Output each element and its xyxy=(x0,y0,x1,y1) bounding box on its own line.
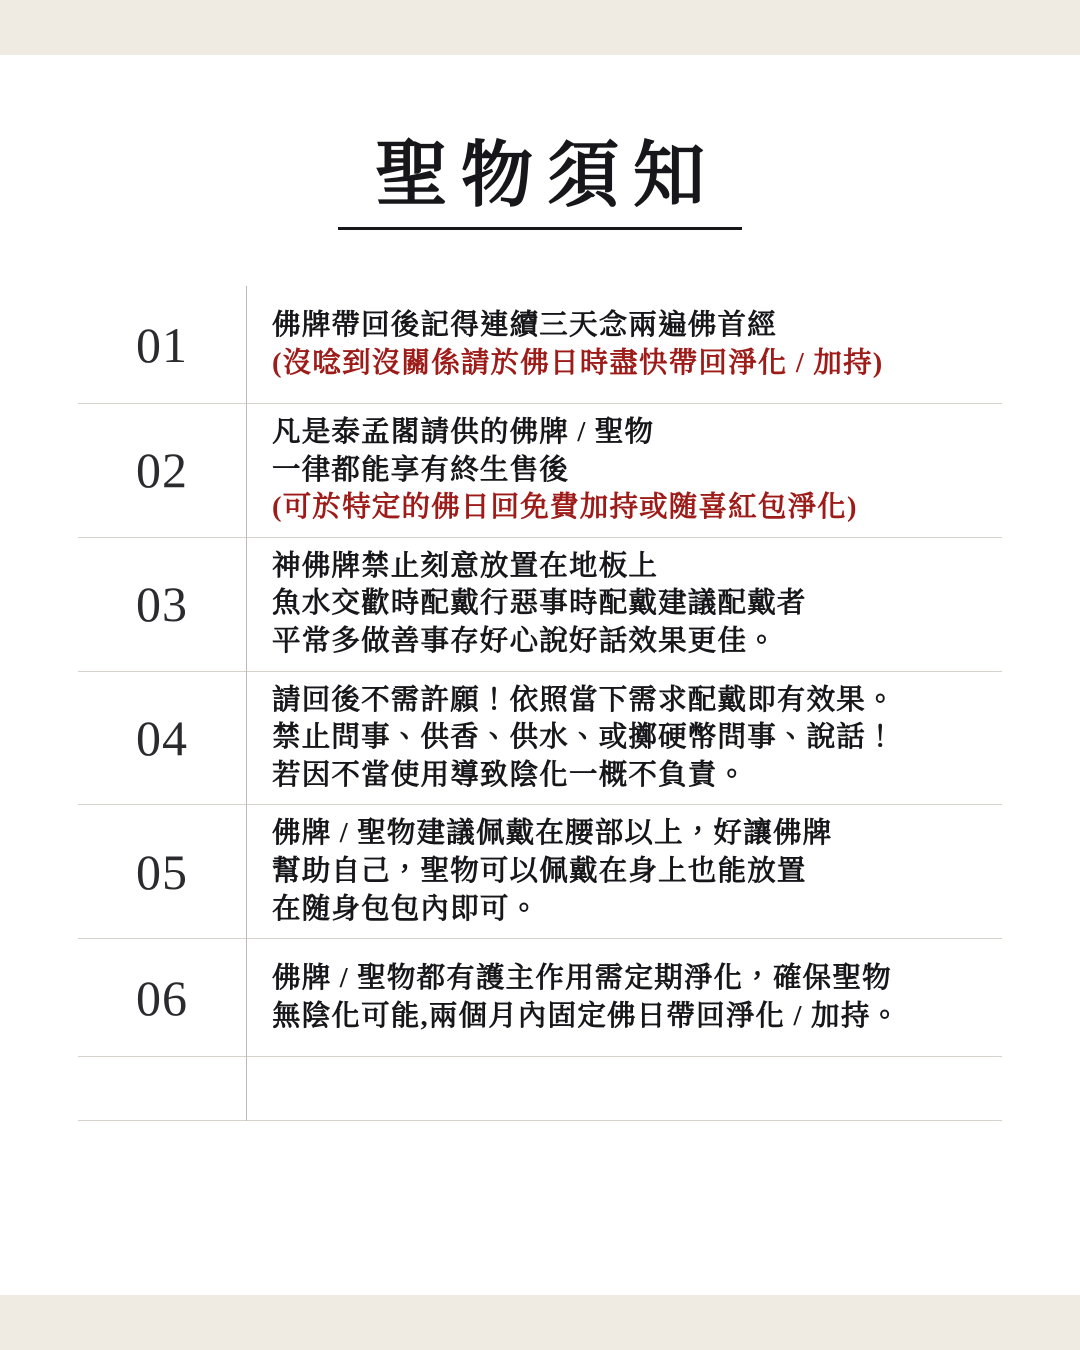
content-sheet xyxy=(0,55,1080,1295)
item-line: 平常多做善事存好心說好話效果更佳。 xyxy=(272,626,777,658)
item-body xyxy=(246,414,1002,527)
bottom-margin-band xyxy=(0,1295,1080,1350)
item-line: 佛牌帶回後記得連續三天念兩遍佛首經 xyxy=(272,309,777,341)
item-line-accent: (沒唸到沒關係請於佛日時盡快帶回淨化 / 加持) xyxy=(272,347,884,379)
item-line: 一律都能享有終生售後 xyxy=(272,454,570,486)
item-line: 無陰化可能,兩個月內固定佛日帶回淨化 / 加持。 xyxy=(272,1000,901,1032)
item-line-accent: (可於特定的佛日回免費加持或随喜紅包淨化) xyxy=(272,492,858,524)
item-body xyxy=(246,815,1002,928)
list-item xyxy=(78,404,1002,538)
item-line: 請回後不需許願！依照當下需求配戴即有效果。 xyxy=(272,684,896,716)
title-underline xyxy=(338,227,742,230)
item-line: 魚水交歡時配戴行惡事時配戴建議配戴者 xyxy=(272,588,807,620)
item-number: 03 xyxy=(136,576,188,633)
item-line: 佛牌 / 聖物都有護主作用需定期淨化，確保聖物 xyxy=(272,963,892,995)
item-line: 幫助自己，聖物可以佩戴在身上也能放置 xyxy=(272,856,807,888)
item-line: 神佛牌禁止刻意放置在地板上 xyxy=(272,550,659,582)
top-margin-band xyxy=(0,0,1080,55)
item-body xyxy=(246,307,1002,382)
item-line: 佛牌 / 聖物建議佩戴在腰部以上，好讓佛牌 xyxy=(272,818,833,850)
item-number: 04 xyxy=(136,710,188,767)
page-title: 聖物須知 xyxy=(374,136,719,216)
item-line: 凡是泰孟閣請供的佛牌 / 聖物 xyxy=(272,417,655,448)
item-number: 05 xyxy=(136,843,188,900)
list-item xyxy=(78,286,1002,404)
item-number: 06 xyxy=(136,969,188,1026)
item-line: 禁止問事、供香、供水、或擲硬幣問事、說話！ xyxy=(272,722,896,754)
list-item xyxy=(78,805,1002,939)
list-item xyxy=(78,939,1002,1057)
item-line: 在随身包包內即可。 xyxy=(272,893,540,925)
item-body xyxy=(246,682,1002,795)
item-line: 若因不當使用導致陰化一概不負責。 xyxy=(272,759,748,791)
list-footer-row xyxy=(78,1057,1002,1121)
item-number: 02 xyxy=(136,442,188,499)
notice-list xyxy=(78,286,1002,1121)
column-divider xyxy=(246,286,247,1121)
item-body xyxy=(246,548,1002,661)
item-body xyxy=(246,960,1002,1035)
list-item xyxy=(78,538,1002,672)
item-number: 01 xyxy=(136,316,188,373)
list-item xyxy=(78,672,1002,806)
